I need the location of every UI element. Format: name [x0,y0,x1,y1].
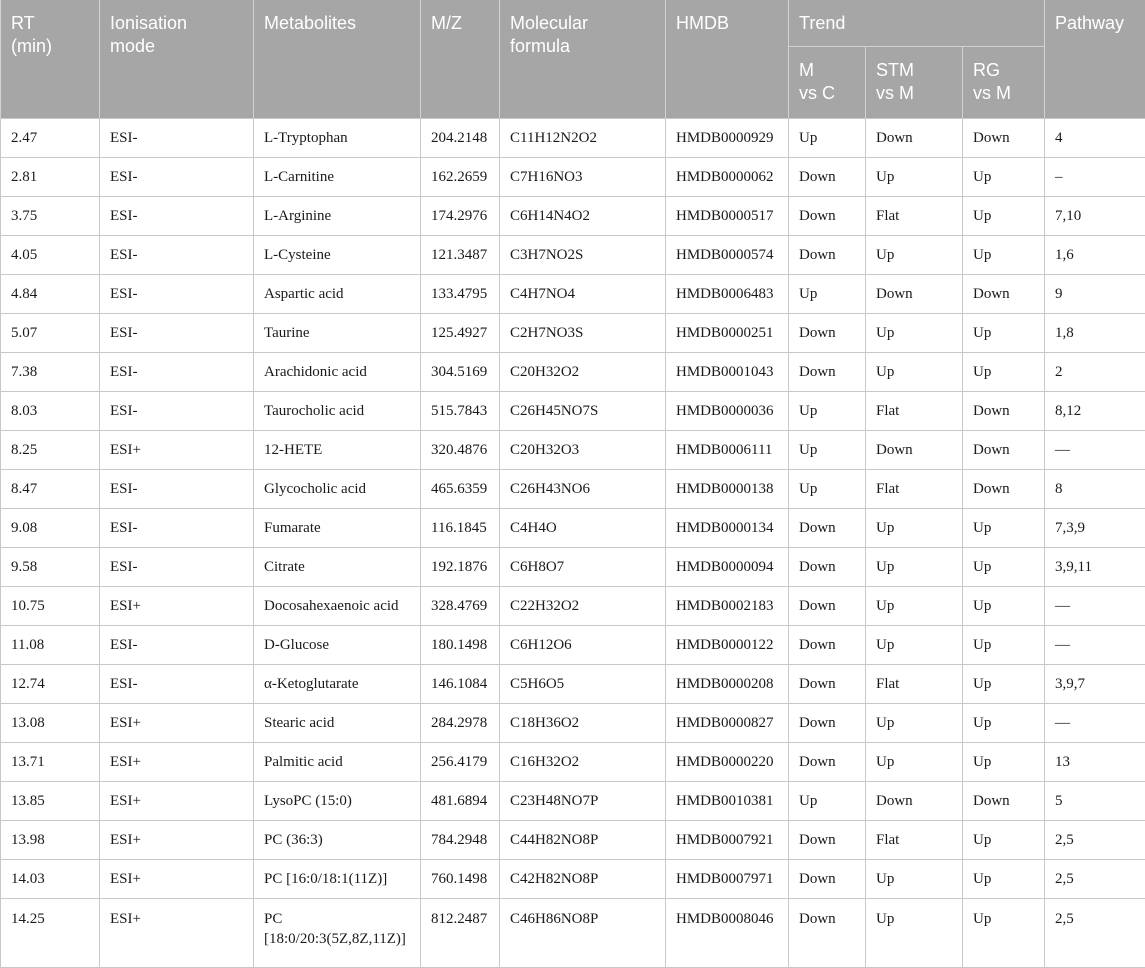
table-row [1,158,1145,197]
cell-molecular-formula: C11H12N2O2 [500,119,666,158]
cell-stm-vs-m: Flat [866,197,963,236]
cell-rt: 8.47 [1,470,100,509]
cell-m-vs-c: Down [789,665,866,704]
cell-stm-vs-m: Up [866,743,963,782]
cell-pathway: 7,3,9 [1045,509,1145,548]
table-row [1,821,1145,860]
cell-molecular-formula: C22H32O2 [500,587,666,626]
cell-molecular-formula: C44H82NO8P [500,821,666,860]
cell-hmdb: HMDB0007971 [666,860,789,899]
cell-m-vs-c: Up [789,119,866,158]
cell-metabolite: Taurocholic acid [254,392,421,431]
table-row [1,665,1145,704]
header-metabolites: Metabolites [254,0,421,119]
cell-hmdb: HMDB0000062 [666,158,789,197]
cell-metabolite: L-Tryptophan [254,119,421,158]
cell-mz: 320.4876 [421,431,500,470]
cell-pathway: 5 [1045,782,1145,821]
cell-m-vs-c: Up [789,275,866,314]
cell-hmdb: HMDB0002183 [666,587,789,626]
cell-rg-vs-m: Up [963,158,1045,197]
cell-rt: 13.98 [1,821,100,860]
table-row [1,392,1145,431]
cell-molecular-formula: C4H7NO4 [500,275,666,314]
table-row [1,275,1145,314]
cell-ionisation-mode: ESI- [100,314,254,353]
table-header [1,0,1145,119]
cell-mz: 133.4795 [421,275,500,314]
cell-m-vs-c: Down [789,197,866,236]
cell-hmdb: HMDB0000208 [666,665,789,704]
cell-stm-vs-m: Up [866,509,963,548]
cell-m-vs-c: Up [789,392,866,431]
cell-hmdb: HMDB0000220 [666,743,789,782]
cell-rg-vs-m: Up [963,899,1045,968]
cell-hmdb: HMDB0010381 [666,782,789,821]
cell-mz: 204.2148 [421,119,500,158]
cell-ionisation-mode: ESI+ [100,587,254,626]
cell-mz: 284.2978 [421,704,500,743]
cell-rt: 9.08 [1,509,100,548]
cell-ionisation-mode: ESI+ [100,860,254,899]
header-m-vs-c: M vs C [789,47,866,119]
cell-molecular-formula: C16H32O2 [500,743,666,782]
cell-metabolite: Aspartic acid [254,275,421,314]
cell-m-vs-c: Down [789,548,866,587]
cell-pathway: 8,12 [1045,392,1145,431]
cell-rg-vs-m: Up [963,704,1045,743]
cell-mz: 481.6894 [421,782,500,821]
table-row [1,119,1145,158]
cell-pathway: 2,5 [1045,899,1145,968]
cell-stm-vs-m: Down [866,275,963,314]
cell-mz: 162.2659 [421,158,500,197]
cell-pathway: – [1045,158,1145,197]
cell-rg-vs-m: Up [963,314,1045,353]
cell-rg-vs-m: Up [963,236,1045,275]
cell-stm-vs-m: Up [866,548,963,587]
cell-molecular-formula: C2H7NO3S [500,314,666,353]
cell-ionisation-mode: ESI+ [100,821,254,860]
cell-rg-vs-m: Up [963,665,1045,704]
cell-ionisation-mode: ESI+ [100,743,254,782]
cell-mz: 174.2976 [421,197,500,236]
cell-m-vs-c: Up [789,782,866,821]
cell-mz: 116.1845 [421,509,500,548]
cell-metabolite: PC (36:3) [254,821,421,860]
cell-rg-vs-m: Down [963,470,1045,509]
cell-rg-vs-m: Up [963,743,1045,782]
cell-rg-vs-m: Up [963,587,1045,626]
cell-molecular-formula: C5H6O5 [500,665,666,704]
cell-molecular-formula: C4H4O [500,509,666,548]
cell-ionisation-mode: ESI+ [100,704,254,743]
cell-hmdb: HMDB0000138 [666,470,789,509]
cell-m-vs-c: Down [789,704,866,743]
cell-rt: 10.75 [1,587,100,626]
cell-molecular-formula: C20H32O3 [500,431,666,470]
cell-rt: 13.85 [1,782,100,821]
cell-rt: 13.71 [1,743,100,782]
cell-pathway: 4 [1045,119,1145,158]
cell-stm-vs-m: Flat [866,821,963,860]
cell-stm-vs-m: Up [866,158,963,197]
cell-pathway: — [1045,626,1145,665]
cell-hmdb: HMDB0006111 [666,431,789,470]
cell-rt: 8.03 [1,392,100,431]
cell-hmdb: HMDB0001043 [666,353,789,392]
cell-ionisation-mode: ESI- [100,197,254,236]
header-molecular-formula: Molecular formula [500,0,666,119]
cell-ionisation-mode: ESI- [100,275,254,314]
cell-mz: 812.2487 [421,899,500,968]
cell-m-vs-c: Down [789,314,866,353]
table-row [1,587,1145,626]
cell-rg-vs-m: Up [963,821,1045,860]
cell-stm-vs-m: Up [866,587,963,626]
table-body [1,119,1145,968]
cell-metabolite: Docosahexaenoic acid [254,587,421,626]
cell-molecular-formula: C6H14N4O2 [500,197,666,236]
cell-molecular-formula: C23H48NO7P [500,782,666,821]
cell-stm-vs-m: Up [866,626,963,665]
cell-m-vs-c: Down [789,158,866,197]
cell-mz: 121.3487 [421,236,500,275]
cell-m-vs-c: Down [789,236,866,275]
cell-hmdb: HMDB0006483 [666,275,789,314]
cell-hmdb: HMDB0000036 [666,392,789,431]
cell-pathway: 1,8 [1045,314,1145,353]
cell-pathway: 8 [1045,470,1145,509]
cell-molecular-formula: C6H12O6 [500,626,666,665]
cell-metabolite: Arachidonic acid [254,353,421,392]
cell-hmdb: HMDB0000134 [666,509,789,548]
cell-stm-vs-m: Flat [866,665,963,704]
cell-ionisation-mode: ESI+ [100,899,254,968]
cell-stm-vs-m: Down [866,782,963,821]
header-ionisation-mode: Ionisation mode [100,0,254,119]
cell-ionisation-mode: ESI+ [100,431,254,470]
cell-rt: 2.81 [1,158,100,197]
cell-ionisation-mode: ESI- [100,626,254,665]
cell-pathway: 2 [1045,353,1145,392]
cell-mz: 465.6359 [421,470,500,509]
cell-molecular-formula: C46H86NO8P [500,899,666,968]
header-hmdb: HMDB [666,0,789,119]
cell-metabolite: Palmitic acid [254,743,421,782]
cell-hmdb: HMDB0000574 [666,236,789,275]
cell-molecular-formula: C26H45NO7S [500,392,666,431]
table-row [1,704,1145,743]
table-row [1,353,1145,392]
header-pathway: Pathway [1045,0,1145,119]
cell-pathway: — [1045,431,1145,470]
cell-molecular-formula: C7H16NO3 [500,158,666,197]
cell-m-vs-c: Down [789,626,866,665]
table-row [1,743,1145,782]
cell-rg-vs-m: Down [963,119,1045,158]
cell-rt: 3.75 [1,197,100,236]
table-row [1,860,1145,899]
table-row [1,899,1145,968]
header-rg-vs-m: RG vs M [963,47,1045,119]
cell-rt: 14.25 [1,899,100,968]
table-row [1,470,1145,509]
cell-rg-vs-m: Up [963,548,1045,587]
cell-stm-vs-m: Up [866,314,963,353]
cell-mz: 515.7843 [421,392,500,431]
table-row [1,548,1145,587]
cell-mz: 328.4769 [421,587,500,626]
cell-m-vs-c: Down [789,509,866,548]
cell-molecular-formula: C3H7NO2S [500,236,666,275]
cell-rt: 8.25 [1,431,100,470]
cell-hmdb: HMDB0000929 [666,119,789,158]
table-row [1,782,1145,821]
cell-mz: 784.2948 [421,821,500,860]
cell-ionisation-mode: ESI- [100,158,254,197]
cell-ionisation-mode: ESI- [100,119,254,158]
cell-m-vs-c: Up [789,431,866,470]
cell-hmdb: HMDB0000122 [666,626,789,665]
cell-m-vs-c: Down [789,899,866,968]
cell-hmdb: HMDB0000827 [666,704,789,743]
cell-ionisation-mode: ESI- [100,392,254,431]
cell-m-vs-c: Down [789,587,866,626]
header-rt: RT (min) [1,0,100,119]
header-trend: Trend [789,0,1045,47]
cell-stm-vs-m: Up [866,236,963,275]
cell-stm-vs-m: Flat [866,392,963,431]
cell-pathway: 13 [1045,743,1145,782]
cell-metabolite: D-Glucose [254,626,421,665]
header-mz: M/Z [421,0,500,119]
cell-stm-vs-m: Up [866,704,963,743]
cell-stm-vs-m: Flat [866,470,963,509]
cell-rg-vs-m: Down [963,392,1045,431]
table-row [1,314,1145,353]
cell-rt: 11.08 [1,626,100,665]
cell-rg-vs-m: Up [963,509,1045,548]
cell-m-vs-c: Down [789,860,866,899]
cell-pathway: 1,6 [1045,236,1145,275]
cell-pathway: 7,10 [1045,197,1145,236]
cell-mz: 125.4927 [421,314,500,353]
cell-metabolite: LysoPC (15:0) [254,782,421,821]
cell-metabolite: PC [16:0/18:1(11Z)] [254,860,421,899]
cell-metabolite: Fumarate [254,509,421,548]
cell-pathway: — [1045,704,1145,743]
table-row [1,431,1145,470]
cell-ionisation-mode: ESI- [100,665,254,704]
cell-stm-vs-m: Up [866,860,963,899]
cell-m-vs-c: Down [789,353,866,392]
cell-hmdb: HMDB0007921 [666,821,789,860]
cell-mz: 760.1498 [421,860,500,899]
cell-rt: 9.58 [1,548,100,587]
cell-molecular-formula: C42H82NO8P [500,860,666,899]
cell-molecular-formula: C20H32O2 [500,353,666,392]
cell-rt: 4.05 [1,236,100,275]
cell-metabolite: L-Carnitine [254,158,421,197]
cell-stm-vs-m: Down [866,119,963,158]
table-row [1,509,1145,548]
cell-metabolite: Stearic acid [254,704,421,743]
table-row [1,626,1145,665]
cell-rg-vs-m: Up [963,197,1045,236]
cell-rt: 14.03 [1,860,100,899]
cell-rg-vs-m: Down [963,782,1045,821]
cell-pathway: — [1045,587,1145,626]
cell-rt: 7.38 [1,353,100,392]
cell-metabolite: Taurine [254,314,421,353]
cell-metabolite: Citrate [254,548,421,587]
cell-m-vs-c: Down [789,821,866,860]
table-row [1,236,1145,275]
cell-metabolite: L-Arginine [254,197,421,236]
cell-metabolite: Glycocholic acid [254,470,421,509]
cell-ionisation-mode: ESI- [100,509,254,548]
cell-m-vs-c: Up [789,470,866,509]
cell-mz: 180.1498 [421,626,500,665]
cell-rt: 12.74 [1,665,100,704]
cell-metabolite: α-Ketoglutarate [254,665,421,704]
cell-stm-vs-m: Down [866,431,963,470]
cell-molecular-formula: C18H36O2 [500,704,666,743]
cell-hmdb: HMDB0000517 [666,197,789,236]
cell-molecular-formula: C6H8O7 [500,548,666,587]
table-row [1,197,1145,236]
cell-pathway: 2,5 [1045,821,1145,860]
cell-mz: 192.1876 [421,548,500,587]
cell-rg-vs-m: Up [963,353,1045,392]
cell-ionisation-mode: ESI+ [100,782,254,821]
cell-mz: 256.4179 [421,743,500,782]
header-stm-vs-m: STM vs M [866,47,963,119]
cell-ionisation-mode: ESI- [100,548,254,587]
cell-metabolite: 12-HETE [254,431,421,470]
cell-metabolite: PC [18:0/20:3(5Z,8Z,11Z)] [254,899,421,968]
cell-stm-vs-m: Up [866,353,963,392]
cell-rg-vs-m: Up [963,860,1045,899]
cell-pathway: 3,9,7 [1045,665,1145,704]
cell-rg-vs-m: Down [963,275,1045,314]
cell-m-vs-c: Down [789,743,866,782]
cell-ionisation-mode: ESI- [100,236,254,275]
cell-rt: 5.07 [1,314,100,353]
cell-metabolite: L-Cysteine [254,236,421,275]
cell-rg-vs-m: Down [963,431,1045,470]
cell-rg-vs-m: Up [963,626,1045,665]
cell-pathway: 3,9,11 [1045,548,1145,587]
cell-mz: 304.5169 [421,353,500,392]
cell-rt: 13.08 [1,704,100,743]
cell-rt: 2.47 [1,119,100,158]
cell-hmdb: HMDB0000094 [666,548,789,587]
cell-molecular-formula: C26H43NO6 [500,470,666,509]
cell-pathway: 2,5 [1045,860,1145,899]
cell-pathway: 9 [1045,275,1145,314]
cell-hmdb: HMDB0000251 [666,314,789,353]
cell-mz: 146.1084 [421,665,500,704]
cell-hmdb: HMDB0008046 [666,899,789,968]
cell-ionisation-mode: ESI- [100,353,254,392]
cell-ionisation-mode: ESI- [100,470,254,509]
cell-stm-vs-m: Up [866,899,963,968]
cell-rt: 4.84 [1,275,100,314]
